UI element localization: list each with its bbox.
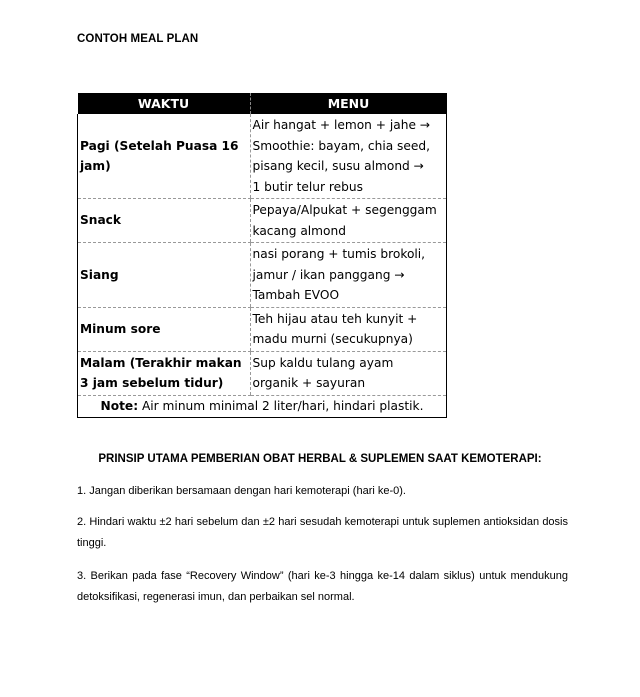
table-row	[78, 243, 447, 308]
section-title: PRINSIP UTAMA PEMBERIAN OBAT HERBAL & SUPLEMEN SAAT KEMOTERAPI:	[98, 453, 542, 465]
waktu-line: Siang	[80, 267, 119, 282]
menu-line: madu murni (secukupnya)	[252, 332, 413, 346]
column-header-menu: MENU	[250, 93, 447, 114]
waktu-cell	[78, 243, 251, 308]
table-header-row	[78, 93, 447, 114]
menu-line: nasi porang + tumis brokoli,	[252, 247, 426, 261]
waktu-line: 3 jam sebelum tidur)	[80, 376, 224, 390]
waktu-line: Snack	[80, 213, 122, 228]
table-row	[78, 199, 447, 243]
menu-cell	[250, 243, 447, 308]
table-note	[78, 395, 447, 417]
principle-point: 3. Berikan pada fase “Recovery Window” (hari ke-3 hingga ke-14 dalam siklus) untuk mendukung detoksifikasi, regenerasi imun, dan perbaikan sel normal.	[77, 570, 568, 603]
menu-cell	[250, 307, 447, 351]
waktu-cell	[78, 307, 251, 351]
waktu-line: Minum sore	[80, 321, 161, 336]
menu-line: Tambah EVOO	[252, 288, 340, 302]
table-row	[78, 351, 447, 395]
table-row	[78, 114, 447, 199]
note-label: Note:	[100, 398, 139, 413]
menu-cell	[250, 199, 447, 243]
menu-line: Pepaya/Alpukat + segenggam	[252, 203, 437, 217]
waktu-cell	[78, 351, 251, 395]
menu-line: jamur / ikan panggang →	[252, 267, 405, 282]
menu-cell	[250, 114, 447, 199]
menu-line: pisang kecil, susu almond →	[252, 159, 424, 173]
meal-plan-table	[77, 93, 447, 418]
waktu-line: Pagi (Setelah Puasa 16	[80, 138, 239, 153]
waktu-cell	[78, 114, 251, 199]
menu-cell	[250, 351, 447, 395]
column-header-waktu: WAKTU	[78, 93, 251, 114]
menu-line: 1 butir telur rebus	[252, 179, 363, 194]
menu-line: organik + sayuran	[252, 376, 366, 390]
menu-line: Sup kaldu tulang ayam	[252, 355, 394, 370]
menu-line: Smoothie: bayam, chia seed,	[252, 138, 431, 153]
principle-point: 2. Hindari waktu ±2 hari sebelum dan ±2 hari sesudah kemoterapi untuk suplemen antioksidan dosis tinggi.	[77, 516, 568, 549]
menu-line: Air hangat + lemon + jahe →	[252, 118, 431, 132]
document-title: CONTOH MEAL PLAN	[77, 33, 199, 45]
menu-line: kacang almond	[252, 223, 346, 238]
menu-line: Teh hijau atau teh kunyit +	[252, 311, 418, 326]
principle-point: 1. Jangan diberikan bersamaan dengan hari kemoterapi (hari ke-0).	[77, 485, 406, 497]
waktu-cell	[78, 199, 251, 243]
table-row	[78, 307, 447, 351]
waktu-line: jam)	[80, 159, 111, 173]
table-note-row	[78, 395, 447, 417]
waktu-line: Malam (Terakhir makan	[80, 355, 242, 370]
note-text: Air minum minimal 2 liter/hari, hindari plastik.	[138, 398, 424, 413]
